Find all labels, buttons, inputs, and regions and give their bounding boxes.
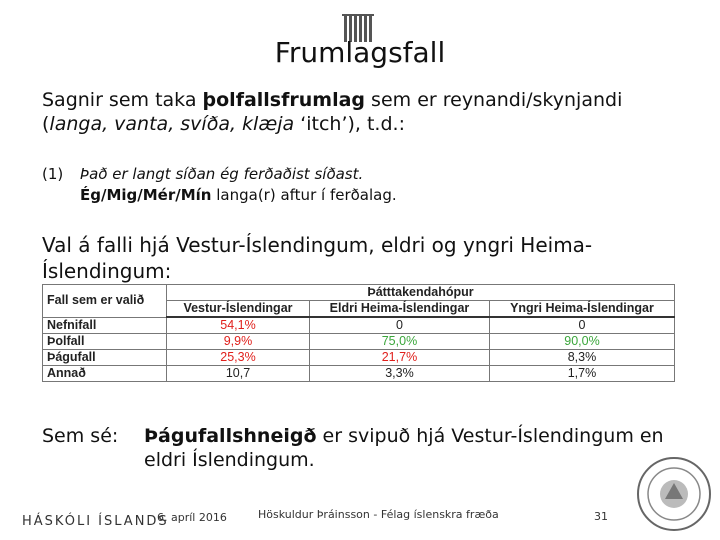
case-choice-table: [42, 284, 675, 382]
summary-bold-term: Þágufallshneigð: [144, 425, 317, 447]
row-label: Þágufall: [43, 350, 167, 366]
table-row: [43, 366, 675, 382]
slide-title: Frumlagsfall: [274, 36, 446, 69]
table-corner-header: Fall sem er valið: [43, 285, 167, 318]
table-cell: 8,3%: [489, 350, 674, 366]
column-header: Eldri Heima-Íslendingar: [309, 301, 489, 318]
row-label: Nefnifall: [43, 317, 167, 334]
example-block: [42, 164, 682, 206]
table-cell: 21,7%: [309, 350, 489, 366]
footer-date: 6. apríl 2016: [157, 511, 227, 524]
intro-paragraph: [42, 88, 662, 136]
table-cell: 3,3%: [309, 366, 489, 382]
table-heading: Val á falli hjá Vestur-Íslendingum, eldri og yngri Heima-Íslendingum:: [42, 233, 593, 283]
column-header: Vestur-Íslendingar: [167, 301, 310, 318]
intro-text-3: ‘itch’), t.d.:: [294, 113, 405, 135]
table-cell: 1,7%: [489, 366, 674, 382]
table-cell: 0: [489, 317, 674, 334]
table-row: [43, 317, 675, 334]
column-header: Yngri Heima-Íslendingar: [489, 301, 674, 318]
footer-author: Höskuldur Þráinsson - Félag íslenskra fræða: [258, 508, 499, 521]
table-cell: 9,9%: [167, 334, 310, 350]
table-cell: 75,0%: [309, 334, 489, 350]
summary-label: Sem sé:: [42, 425, 119, 447]
example-sentence: Það er langt síðan ég ferðaðist síðast.: [80, 165, 364, 183]
row-label: Annað: [43, 366, 167, 382]
example-rest: langa(r) aftur í ferðalag.: [211, 186, 397, 204]
table-row: [43, 350, 675, 366]
page-number: 31: [594, 510, 608, 523]
table-cell: 0: [309, 317, 489, 334]
intro-text-1: Sagnir sem taka: [42, 89, 203, 111]
university-logo-text: HÁSKÓLI ÍSLANDS: [22, 514, 169, 529]
example-number: (1): [42, 165, 64, 183]
intro-text-2: sem er reynandi/skynjandi (: [42, 89, 623, 135]
table-row: [43, 334, 675, 350]
table-cell: 90,0%: [489, 334, 674, 350]
table-cell: 54,1%: [167, 317, 310, 334]
table-group-header: Þátttakendahópur: [167, 285, 675, 301]
row-label: Þolfall: [43, 334, 167, 350]
table-cell: 25,3%: [167, 350, 310, 366]
intro-verbs: langa, vanta, svíða, klæja: [49, 113, 295, 135]
summary-text-1: er svipuð hjá Vestur-Íslendingum en: [316, 425, 664, 447]
university-seal-icon: [635, 455, 713, 533]
example-pronouns: Ég/Mig/Mér/Mín: [80, 186, 212, 204]
summary-text-2: eldri Íslendingum.: [144, 449, 315, 471]
table-cell: 10,7: [167, 366, 310, 382]
intro-bold-term: þolfallsfrumlag: [202, 89, 366, 111]
summary-paragraph: [42, 424, 682, 472]
